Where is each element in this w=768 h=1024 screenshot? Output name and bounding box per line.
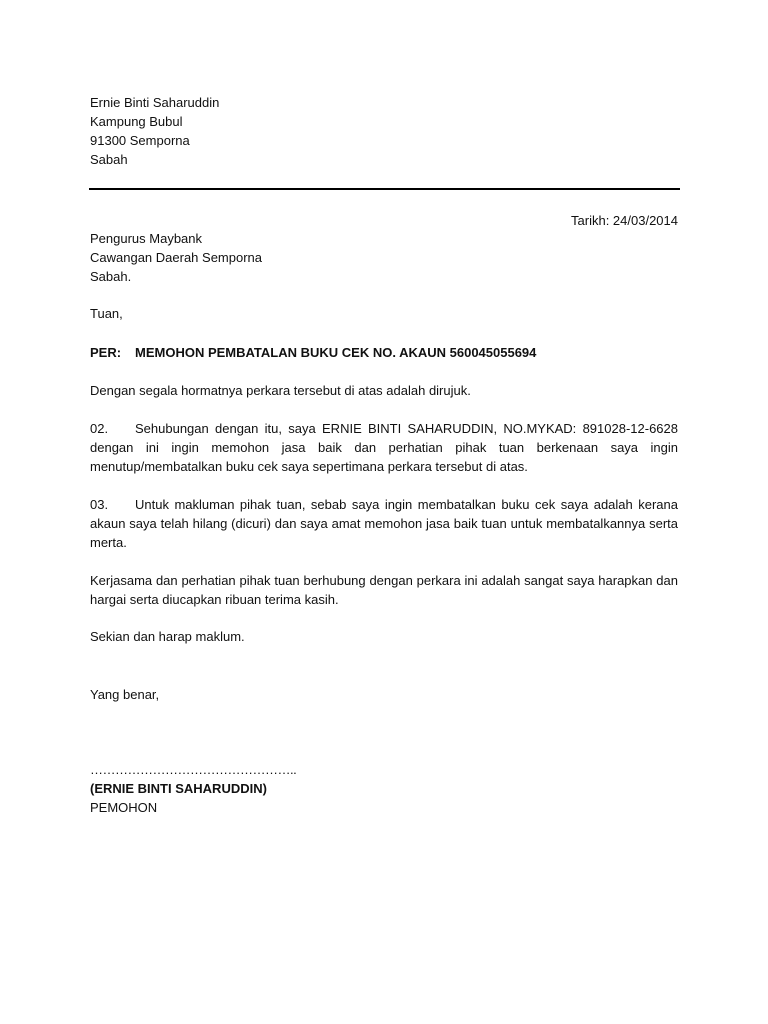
paragraph-02-number: 02. bbox=[90, 421, 109, 436]
paragraph-02-text: Sehubungan dengan itu, saya ERNIE BINTI SAHARUDDIN, NO.MYKAD: 891028-12-6628 dengan ini ingin memohon jasa baik dan perhatian pihak tuan berkenaan saya ingin menutup/membatalkan buku cek saya sepertimana perkara tersebut di atas. bbox=[90, 421, 678, 474]
signatory-name: (ERNIE BINTI SAHARUDDIN) bbox=[90, 781, 267, 796]
recipient-title: Pengurus Maybank bbox=[90, 231, 203, 246]
paragraph-03-text: Untuk makluman pihak tuan, sebab saya ingin membatalkan buku cek saya adalah kerana akaun saya telah hilang (dicuri) dan saya amat memohon jasa baik tuan untuk membatalkannya serta merta. bbox=[90, 497, 678, 550]
subject-text: MEMOHON PEMBATALAN BUKU CEK NO. AKAUN 560045055694 bbox=[135, 345, 537, 360]
paragraph-closing: Kerjasama dan perhatian pihak tuan berhubung dengan perkara ini adalah sangat saya harapkan dan hargai serta diucapkan ribuan terima kasih. bbox=[90, 573, 678, 607]
letter-date: Tarikh: 24/03/2014 bbox=[571, 213, 678, 228]
subject-line bbox=[90, 343, 678, 362]
header-divider bbox=[89, 188, 680, 190]
signatory-role: PEMOHON bbox=[90, 800, 158, 815]
recipient-branch: Cawangan Daerah Semporna bbox=[90, 250, 262, 265]
paragraph-03-number: 03. bbox=[90, 497, 109, 512]
paragraph-03 bbox=[90, 495, 678, 552]
signoff-yang-benar: Yang benar, bbox=[90, 687, 160, 702]
subject-prefix: PER: bbox=[90, 345, 122, 360]
salutation: Tuan, bbox=[90, 306, 123, 321]
recipient-address bbox=[90, 229, 262, 286]
sender-address-line-1: Kampung Bubul bbox=[90, 114, 183, 129]
recipient-state: Sabah. bbox=[90, 269, 132, 284]
signature-line: ………………………………………….. bbox=[90, 762, 297, 777]
sender-address-line-2: 91300 Semporna bbox=[90, 133, 190, 148]
sender-address bbox=[90, 93, 678, 169]
paragraph-intro: Dengan segala hormatnya perkara tersebut di atas adalah dirujuk. bbox=[90, 383, 471, 398]
paragraph-02 bbox=[90, 419, 678, 476]
sender-address-line-3: Sabah bbox=[90, 152, 128, 167]
paragraph-sekian: Sekian dan harap maklum. bbox=[90, 629, 245, 644]
sender-name: Ernie Binti Saharuddin bbox=[90, 95, 220, 110]
